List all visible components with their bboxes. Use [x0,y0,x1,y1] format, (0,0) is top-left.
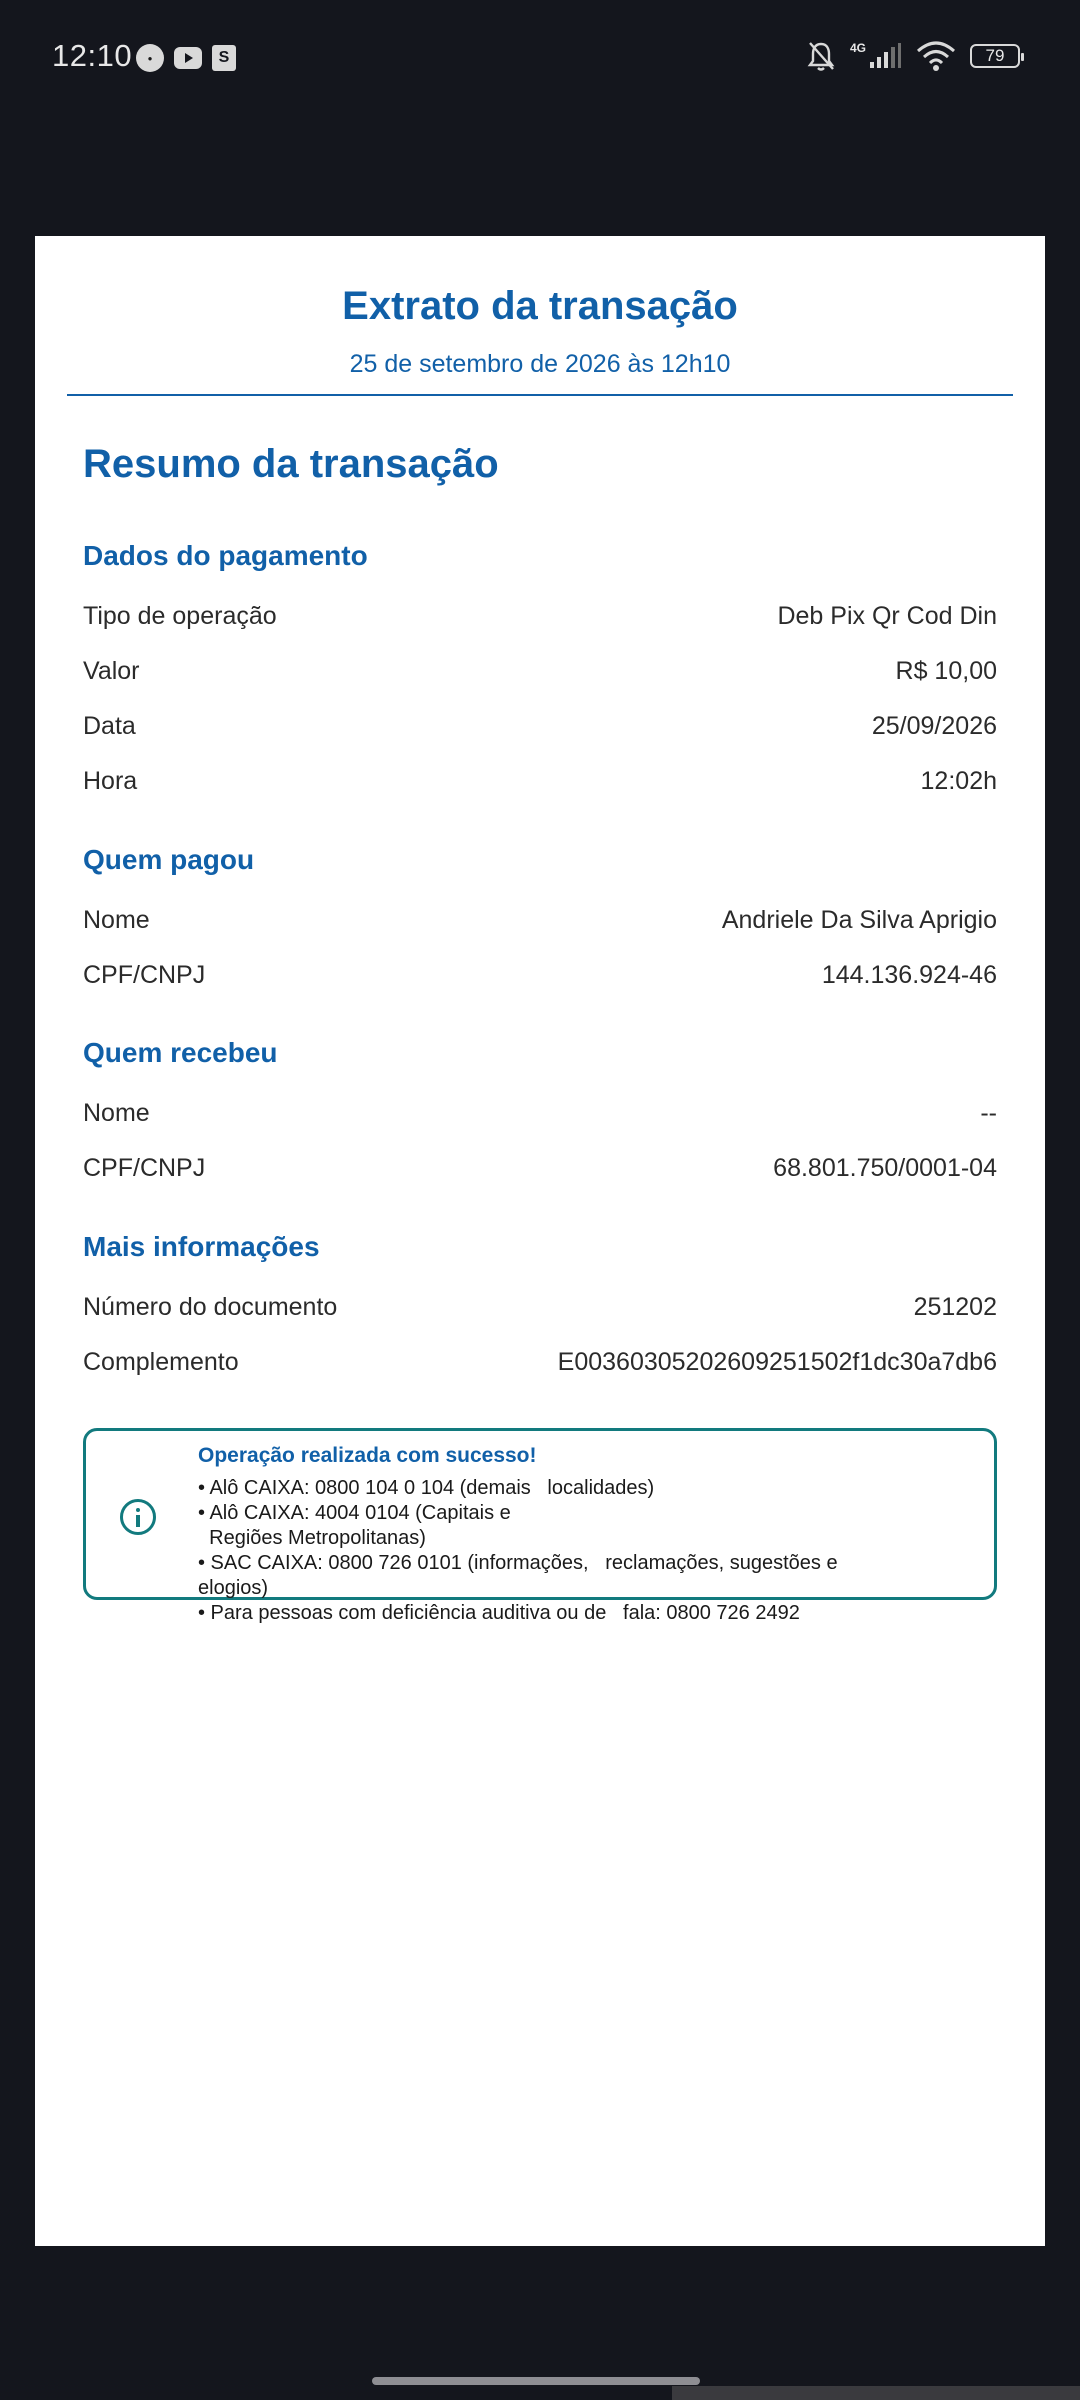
network-type: 4G [849,41,866,55]
row-value: 68.801.750/0001-04 [773,1154,997,1182]
row-complement [83,1348,997,1377]
bell-off-icon [806,40,836,72]
row-receiver-cnpj [83,1154,997,1183]
contact-line: Regiões Metropolitanas) [198,1527,426,1549]
section-payer-title: Quem pagou [83,844,255,875]
title-divider [67,394,1013,396]
row-label: CPF/CNPJ [83,961,206,989]
info-icon [120,1499,156,1535]
section-payment-title: Dados do pagamento [83,540,368,571]
youtube-icon [174,47,202,69]
row-value: R$ 10,00 [895,657,997,685]
shopping-icon: S [212,45,236,71]
contact-line: elogios) [198,1577,269,1599]
row-label: Nome [83,1099,150,1127]
row-value: Andriele Da Silva Aprigio [721,906,997,934]
notification-icons [136,44,236,72]
success-info-box [83,1428,997,1624]
row-label: Tipo de operação [83,602,277,630]
row-value: 144.136.924-46 [821,961,997,989]
row-amount [83,657,997,686]
system-icons [806,40,1020,72]
row-label: Data [83,712,136,740]
row-value: -- [980,1099,997,1127]
wifi-icon [916,41,956,71]
status-bar [0,0,1080,120]
nav-bar-shadow [672,2386,1080,2400]
row-date [83,712,997,741]
page-title: Extrato da transação [342,284,738,328]
row-label: Hora [83,767,138,795]
battery-icon [970,44,1020,68]
row-label: Número do documento [83,1293,338,1321]
section-more-info-title: Mais informações [83,1231,320,1262]
contact-line: • Para pessoas com deficiência auditiva ou de fala: 0800 726 2492 [198,1602,800,1624]
summary-title: Resumo da transação [83,442,499,486]
row-label: CPF/CNPJ [83,1154,206,1182]
contact-line: • Alô CAIXA: 0800 104 0 104 (demais localidades) [198,1477,655,1499]
statement-date: 25 de setembro de 2026 às 12h10 [349,350,731,378]
row-label: Valor [83,657,140,685]
status-time: 12:10 [52,38,133,73]
row-operation-type [83,602,997,631]
info-text [198,1443,958,1626]
section-receiver-title: Quem recebeu [83,1037,278,1068]
row-value: 251202 [913,1293,997,1321]
success-message: Operação realizada com sucesso! [198,1444,537,1467]
signal-icon [868,42,902,70]
battery-level: 79 [985,46,1005,65]
row-document-number [83,1293,997,1322]
row-payer-cpf [83,961,997,990]
row-value: 12:02h [920,767,997,795]
gesture-nav-handle[interactable] [372,2377,700,2385]
row-value: 25/09/2026 [871,712,997,740]
contact-line: • SAC CAIXA: 0800 726 0101 (informações, reclamações, sugestões e [198,1552,838,1574]
row-label: Nome [83,906,150,934]
row-receiver-name [83,1099,997,1128]
row-time [83,767,997,796]
row-payer-name [83,906,997,935]
app-icon: ● [136,44,164,72]
row-value: Deb Pix Qr Cod Din [777,602,997,630]
transaction-statement [35,236,1045,2246]
row-value: E00360305202609251502f1dc30a7db6 [557,1348,997,1376]
row-label: Complemento [83,1348,239,1376]
contact-line: • Alô CAIXA: 4004 0104 (Capitais e [198,1502,511,1524]
